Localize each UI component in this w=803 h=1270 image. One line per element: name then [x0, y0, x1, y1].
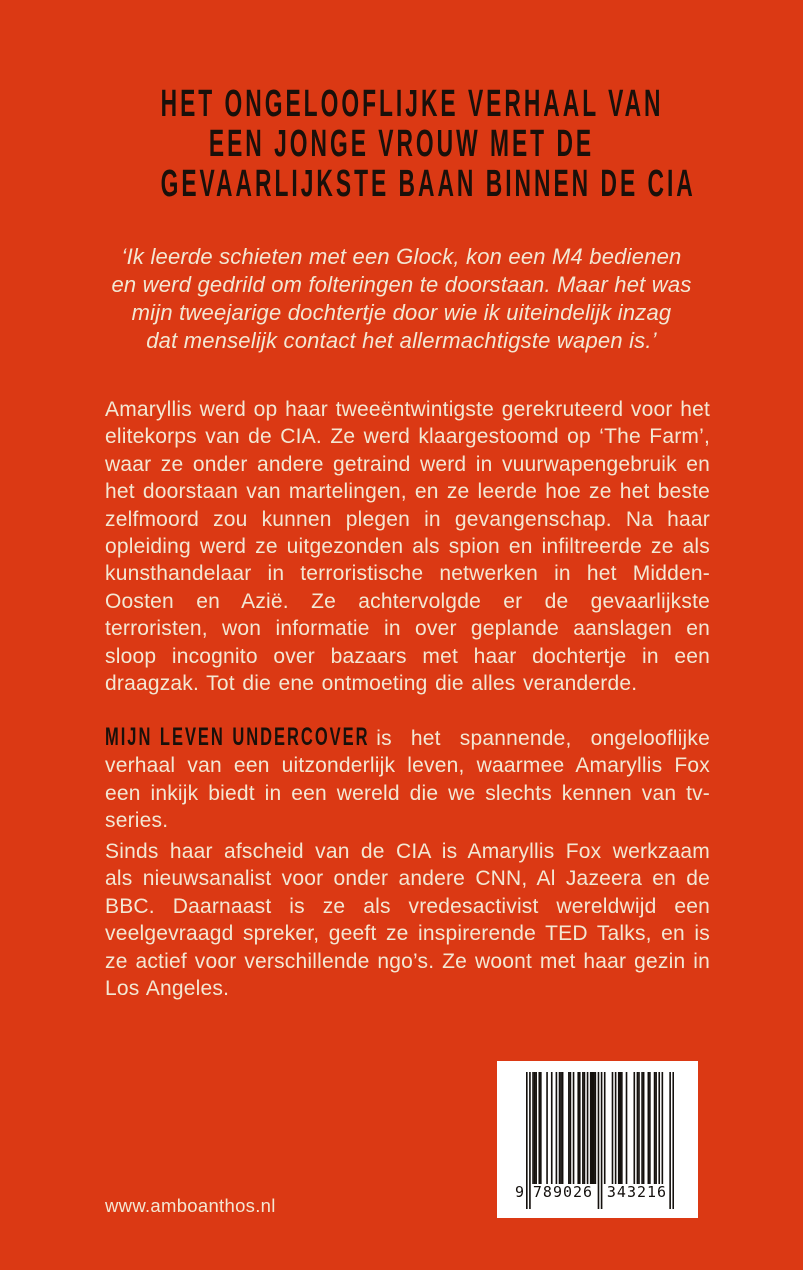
barcode-digit-group: 343216 [606, 1183, 668, 1201]
description-text: is het spannende, ongelooflijke verhaal van een uitzonderlijk leven, waarmee Amaryllis Fox een inkijk biedt in een wereld die we slechts kennen van tv-series. [105, 727, 710, 833]
headline-line: EEN JONGE VROUW MET DE [208, 123, 595, 165]
headline-line: HET ONGELOOFLIJKE VERHAAL VAN [160, 83, 664, 125]
book-title-lead: MIJN LEVEN UNDERCOVER [105, 723, 370, 751]
quote-line: dat menselijk contact het allermachtigste wapen is.’ [146, 328, 657, 353]
synopsis-paragraph: Amaryllis werd op haar tweeëntwintigste gerekruteerd voor het elitekorps van de CIA. Ze werd klaargestoomd op ‘The Farm’, waar ze onder andere getraind werd in vuurwapengebruik en het doorstaan van martelingen, en ze leerde hoe ze het beste zelfmoord zou kunnen plegen in gevangenschap. Na haar opleiding werd ze uitgezonden als spion en infiltreerde ze als kunsthandelaar in terroristische netwerken in het Midden-Oosten en Azië. Ze achtervolgde er de gevaarlijkste terroristen, won informatie in over geplande aanslagen en sloop incognito over bazaars met haar dochtertje in een draagzak. Tot die ene ontmoeting die alles veranderde. [105, 398, 710, 696]
headline-line: GEVAARLIJKSTE BAAN BINNEN DE CIA [160, 163, 696, 205]
description-paragraph [105, 724, 710, 835]
quote-line: en werd gedrild om folteringen te doorstaan. Maar het was [111, 272, 692, 297]
quote-line: ‘Ik leerde schieten met een Glock, kon een M4 bedienen [121, 244, 682, 269]
barcode-digit-group: 9 [514, 1183, 524, 1201]
quote-line: mijn tweejarige dochtertje door wie ik uiteindelijk inzag [131, 300, 672, 325]
barcode-digit-group: 789026 [532, 1183, 594, 1201]
headline [0, 84, 803, 204]
author-quote [0, 243, 803, 355]
publisher-website: www.amboanthos.nl [105, 1195, 276, 1216]
barcode-number [514, 1183, 674, 1203]
barcode [497, 1061, 698, 1218]
author-bio-paragraph: Sinds haar afscheid van de CIA is Amaryllis Fox werkzaam als nieuwsanalist voor onder andere CNN, Al Jazeera en de BBC. Daarnaast is ze als vredesactivist wereldwijd een veelgevraagd spreker, geeft ze inspirerende TED Talks, en is ze actief voor verschillende ngo’s. Ze woont met haar gezin in Los Angeles. [105, 840, 710, 1001]
